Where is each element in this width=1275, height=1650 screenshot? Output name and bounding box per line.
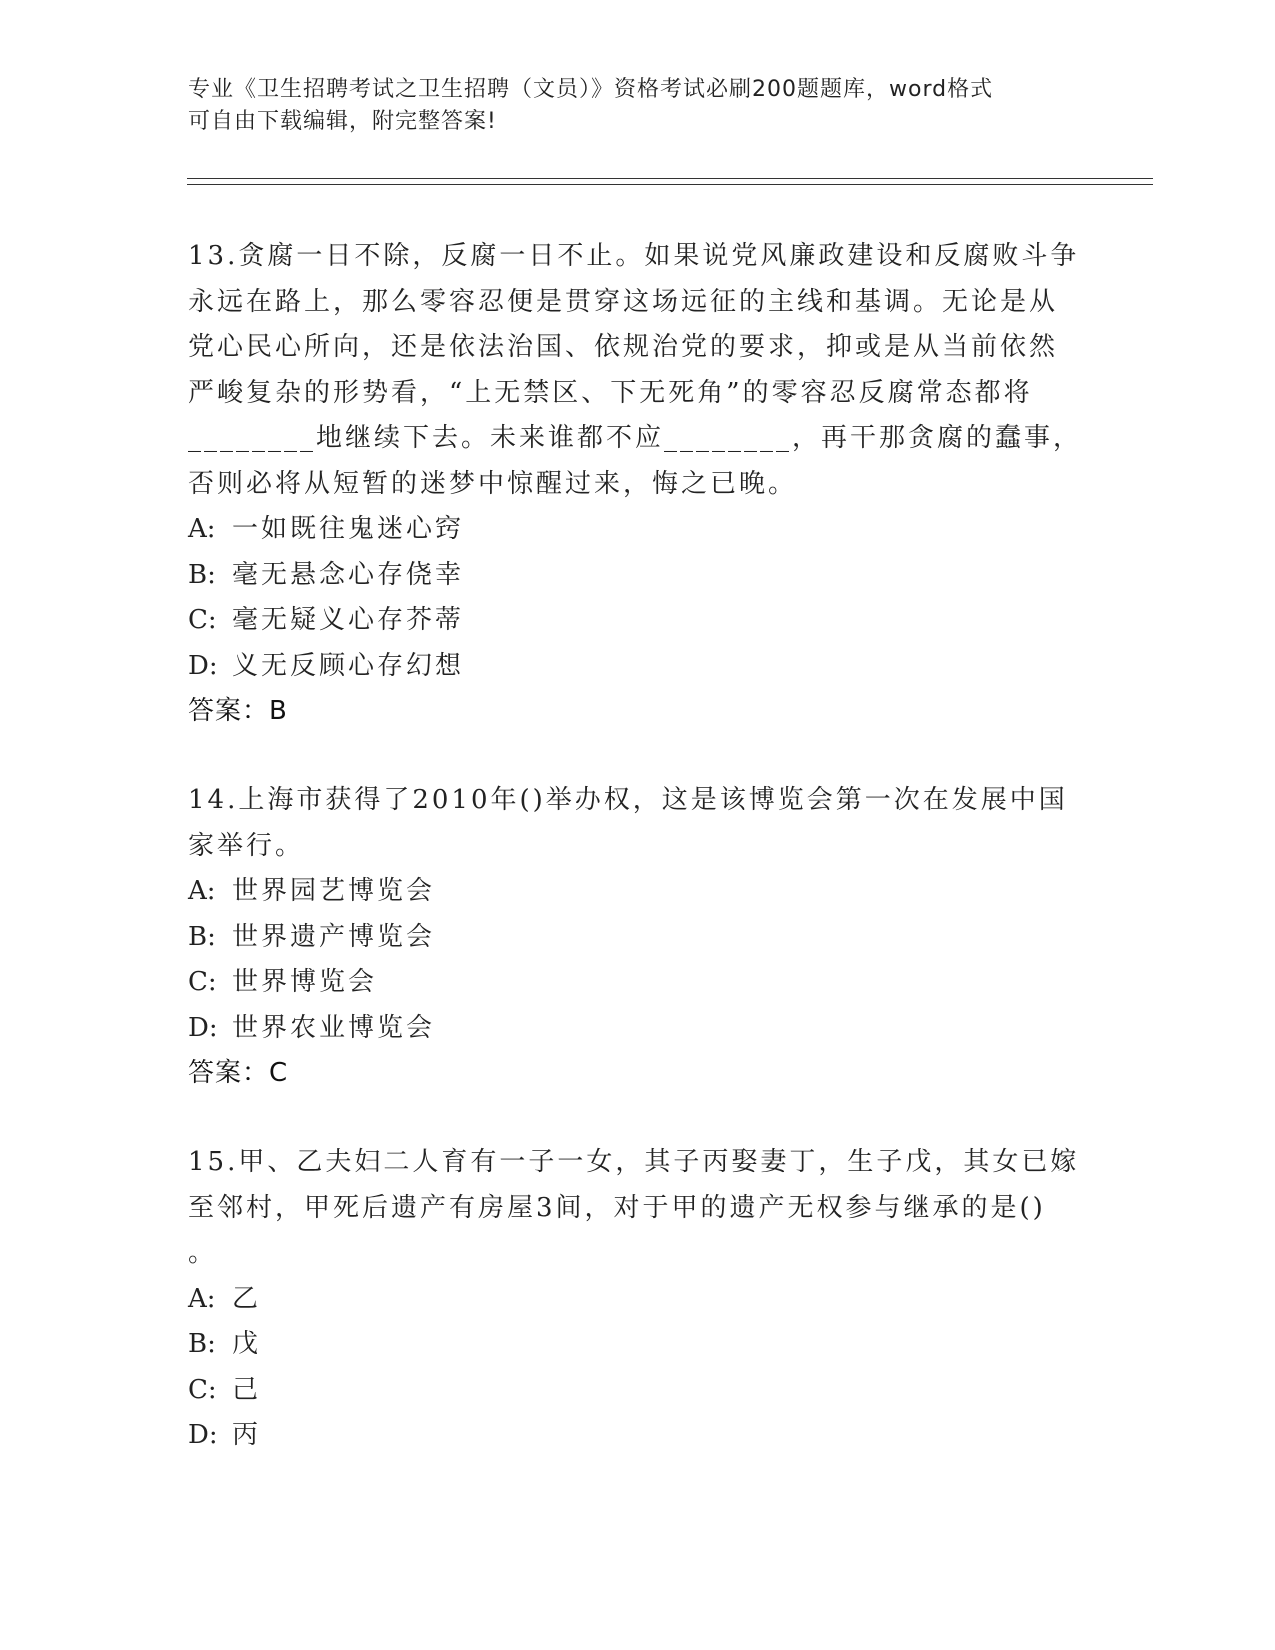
question-text (188, 778, 1088, 869)
option-text: 丙 (232, 1420, 262, 1450)
document-header (188, 74, 1068, 138)
option-text: 世界遗产博览会 (232, 921, 436, 952)
question-15 (188, 1140, 1088, 1459)
question-line: 13.贪腐一日不除，反腐一日不止。如果说党风廉政建设和反腐败斗争 (188, 241, 1080, 271)
question-line: 党心民心所向，还是依法治国、依规治党的要求，抑或是从当前依然 (188, 332, 1059, 362)
question-13 (188, 234, 1088, 735)
option-text: 世界农业博览会 (232, 1012, 436, 1043)
option-letter: B: (188, 1329, 216, 1359)
option-letter: C: (188, 605, 217, 635)
option-list (188, 1277, 1088, 1459)
option-text: 义无反顾心存幻想 (232, 650, 465, 681)
option-b (188, 915, 1088, 961)
option-a (188, 507, 1088, 553)
option-text: 毫无疑义心存芥蒂 (232, 605, 465, 635)
option-letter: A: (188, 1283, 216, 1314)
option-text: 毫无悬念心存侥幸 (232, 559, 465, 590)
option-c (188, 960, 1088, 1006)
option-text: 乙 (232, 1283, 262, 1314)
option-list (188, 869, 1088, 1051)
option-a (188, 1277, 1088, 1323)
question-line: 14.上海市获得了2010年()举办权，这是该博览会第一次在发展中国 (188, 785, 1068, 815)
option-text: 己 (232, 1374, 262, 1405)
option-letter: A: (188, 876, 216, 906)
answer-label: 答案：C (188, 1058, 289, 1088)
question-line: 15.甲、乙夫妇二人育有一子一女，其子丙娶妻丁，生子戊，其女已嫁 (188, 1147, 1080, 1177)
option-letter: B: (188, 921, 216, 952)
question-14 (188, 778, 1088, 1097)
option-text: 戊 (232, 1329, 262, 1359)
question-line: 严峻复杂的形势看，“上无禁区、下无死角”的零容忍反腐常态都将 (188, 377, 1033, 408)
option-c (188, 598, 1088, 644)
option-letter: B: (188, 559, 216, 590)
option-text: 世界园艺博览会 (232, 876, 436, 906)
question-line: 。 (188, 1238, 218, 1268)
option-c (188, 1368, 1088, 1414)
option-a (188, 869, 1088, 915)
option-text: 一如既往鬼迷心窍 (232, 514, 465, 544)
question-line: 否则必将从短暂的迷梦中惊醒过来，悔之已晚。 (188, 468, 798, 499)
option-text: 世界博览会 (232, 967, 378, 997)
header-divider-top (187, 178, 1153, 179)
header-line-2: 可自由下载编辑，附完整答案! (188, 109, 497, 134)
answer-label: 答案：B (188, 696, 288, 726)
option-b (188, 553, 1088, 599)
header-divider-bottom (187, 184, 1153, 185)
option-letter: C: (188, 967, 217, 997)
option-letter: A: (188, 514, 216, 544)
question-text (188, 234, 1088, 507)
option-d (188, 1413, 1088, 1459)
header-line-1: 专业《卫生招聘考试之卫生招聘（文员）》资格考试必刷200题题库，word格式 (188, 77, 994, 102)
option-letter: D: (188, 1012, 218, 1043)
option-d (188, 1006, 1088, 1052)
question-line: 至邻村，甲死后遗产有房屋3间，对于甲的遗产无权参与继承的是() (188, 1192, 1046, 1223)
option-d (188, 644, 1088, 690)
option-letter: D: (188, 1420, 218, 1450)
option-letter: D: (188, 650, 218, 681)
question-line: 家举行。 (188, 830, 305, 861)
question-line: 永远在路上，那么零容忍便是贯穿这场远征的主线和基调。无论是从 (188, 286, 1059, 317)
option-letter: C: (188, 1374, 217, 1405)
question-line: ________地继续下去。未来谁都不应________，再干那贪腐的蠢事， (188, 423, 1083, 453)
option-b (188, 1322, 1088, 1368)
question-text (188, 1140, 1088, 1277)
option-list (188, 507, 1088, 689)
